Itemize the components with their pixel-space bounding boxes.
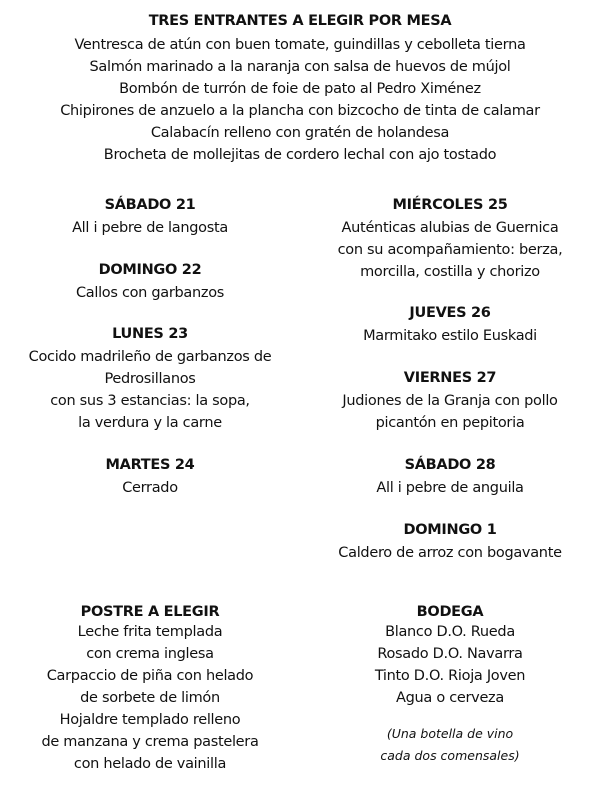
day-block-sabado-28	[300, 456, 600, 499]
postre-title: POSTRE A ELEGIR	[80, 604, 220, 620]
bodega-section	[300, 603, 600, 767]
bodega-line: Tinto D.O. Rioja Joven	[374, 668, 526, 684]
entrantes-section	[0, 12, 600, 166]
day-block-martes-24	[0, 456, 300, 499]
day-title: LUNES 23	[112, 326, 188, 342]
dish-line: con su acompañamiento: berza,	[337, 242, 563, 258]
bodega-line: Blanco D.O. Rueda	[385, 624, 515, 640]
entrante-item: Chipirones de anzuelo a la plancha con bizcocho de tinta de calamar	[60, 103, 540, 119]
postre-section	[0, 603, 300, 775]
postre-line: Hojaldre templado relleno	[59, 712, 241, 728]
dish-line: morcilla, costilla y chorizo	[360, 264, 540, 280]
entrante-item: Bombón de turrón de foie de pato al Pedro Ximénez	[119, 81, 481, 97]
day-block-jueves-26	[300, 304, 600, 347]
dish-line: picantón en pepitoria	[375, 415, 525, 431]
postre-line: de manzana y crema pastelera	[41, 734, 259, 750]
bodega-line: Agua o cerveza	[396, 690, 504, 706]
dish-line: Pedrosillanos	[104, 371, 196, 387]
day-title: MARTES 24	[105, 457, 195, 473]
day-block-sabado-21	[0, 196, 300, 239]
day-title: SÁBADO 21	[104, 197, 196, 213]
dish-line: All i pebre de langosta	[72, 220, 228, 236]
entrante-item: Calabacín relleno con gratén de holandesa	[150, 125, 450, 141]
dish-line: Caldero de arroz con bogavante	[338, 545, 562, 561]
postre-line: con crema inglesa	[86, 646, 214, 662]
dish-line: Auténticas alubias de Guernica	[341, 220, 559, 236]
day-title: VIERNES 27	[403, 370, 497, 386]
dish-line: con sus 3 estancias: la sopa,	[50, 393, 250, 409]
bodega-line: Rosado D.O. Navarra	[377, 646, 523, 662]
postre-line: de sorbete de limón	[80, 690, 220, 706]
dish-line: Cocido madrileño de garbanzos de	[28, 349, 272, 365]
bodega-spacer	[300, 709, 600, 723]
day-title: DOMINGO 22	[98, 262, 202, 278]
dish-line: Marmitako estilo Euskadi	[363, 328, 537, 344]
postre-line: Leche frita templada	[77, 624, 223, 640]
postre-line: con helado de vainilla	[73, 756, 227, 772]
entrantes-title: TRES ENTRANTES A ELEGIR POR MESA	[148, 13, 452, 29]
entrante-item: Salmón marinado a la naranja con salsa de huevos de mújol	[89, 59, 511, 75]
dish-line: All i pebre de anguila	[376, 480, 524, 496]
entrante-item: Ventresca de atún con buen tomate, guindillas y cebolleta tierna	[74, 37, 526, 53]
bodega-note-line: cada dos comensales)	[380, 748, 520, 763]
day-block-miercoles-25	[300, 196, 600, 283]
day-block-viernes-27	[300, 369, 600, 434]
postre-line: Carpaccio de piña con helado	[46, 668, 254, 684]
dish-line: Cerrado	[122, 480, 178, 496]
day-block-lunes-23	[0, 325, 300, 434]
dish-line: la verdura y la carne	[78, 415, 222, 431]
bodega-title: BODEGA	[416, 604, 484, 620]
dish-line: Callos con garbanzos	[75, 285, 225, 301]
day-block-domingo-22	[0, 261, 300, 304]
day-title: MIÉRCOLES 25	[392, 197, 508, 213]
day-title: JUEVES 26	[409, 305, 491, 321]
entrante-item: Brocheta de mollejitas de cordero lechal con ajo tostado	[103, 147, 497, 163]
day-title: SÁBADO 28	[404, 457, 496, 473]
bodega-note-line: (Una botella de vino	[386, 726, 514, 741]
day-title: DOMINGO 1	[403, 522, 497, 538]
day-block-domingo-1	[300, 521, 600, 564]
dish-line: Judiones de la Granja con pollo	[342, 393, 558, 409]
